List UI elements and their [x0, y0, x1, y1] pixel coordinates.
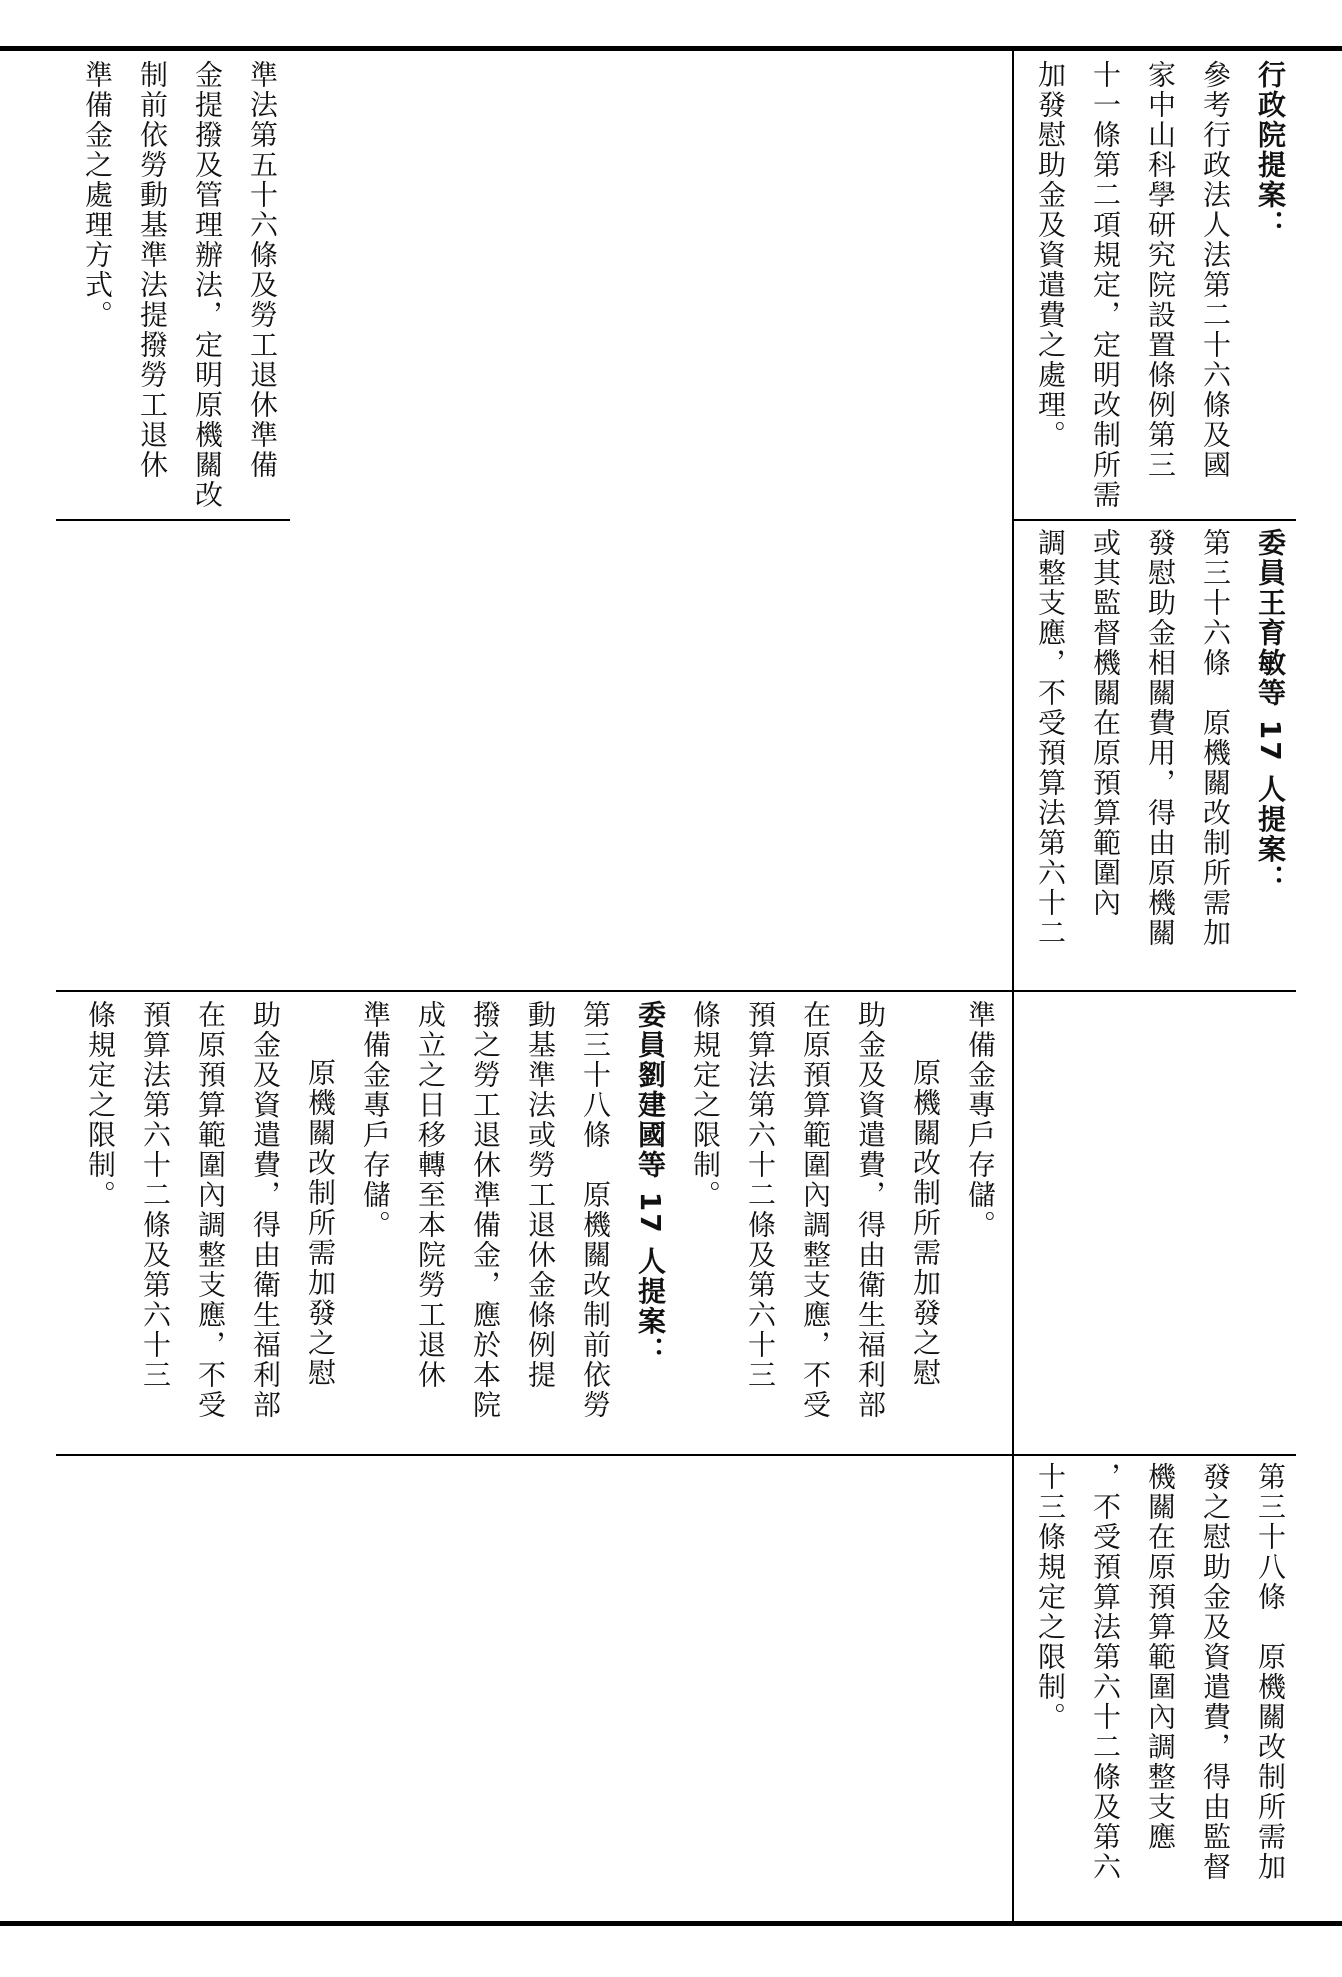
column-divider [1012, 51, 1014, 1921]
text-line: 調整支應，不受預算法第六十二 [1034, 528, 1067, 948]
text-line: 發慰助金相關費用，得由原機關 [1144, 528, 1177, 948]
text-line: 十三條規定之限制。 [1034, 1462, 1067, 1732]
text-line: 條規定之限制。 [84, 1000, 117, 1210]
text-line: 十一條第二項規定，定明改制所需 [1089, 60, 1122, 510]
bottom-rule [0, 1921, 1342, 1926]
text-line: 在原預算範圍內調整支應，不受 [194, 1000, 227, 1420]
text-line: 條規定之限制。 [689, 1000, 722, 1210]
text-line: 準備金之處理方式。 [81, 60, 114, 330]
cell-liu-jianguo-proposal [58, 1000, 1008, 1445]
text-line: 準備金專戶存儲。 [964, 1000, 997, 1240]
text-line: 準法第五十六條及勞工退休準備 [246, 60, 279, 480]
text-line: 原機關改制所需加發之慰 [909, 1058, 942, 1388]
text-line: 預算法第六十二條及第六十三 [139, 1000, 172, 1390]
text-line: 在原預算範圍內調整支應，不受 [799, 1000, 832, 1420]
text-line: 動基準法或勞工退休金條例提 [524, 1000, 557, 1390]
proposal-heading: 行政院提案： [1254, 60, 1287, 240]
row-divider [56, 990, 1296, 992]
text-line: 準備金專戶存儲。 [359, 1000, 392, 1240]
cell-wang-yumin-proposal [1018, 528, 1298, 983]
text-line: 第三十八條 原機關改制所需加 [1254, 1462, 1287, 1882]
row-divider [1012, 519, 1296, 521]
text-line: 成立之日移轉至本院勞工退休 [414, 1000, 447, 1390]
text-line: 家中山科學研究院設置條例第三 [1144, 60, 1177, 480]
text-line: 加發慰助金及資遣費之處理。 [1034, 60, 1067, 450]
text-line: ，不受預算法第六十二條及第六 [1089, 1462, 1122, 1882]
text-line: 機關在原預算範圍內調整支應 [1144, 1462, 1177, 1852]
proposal-heading: 委員劉建國等 17 人提案： [634, 1000, 667, 1367]
text-line: 參考行政法人法第二十六條及國 [1199, 60, 1232, 480]
text-line: 助金及資遣費，得由衛生福利部 [249, 1000, 282, 1420]
top-rule [0, 46, 1342, 51]
text-line: 撥之勞工退休準備金，應於本院 [469, 1000, 502, 1420]
proposal-heading: 委員王育敏等 17 人提案： [1254, 528, 1287, 895]
text-line: 制前依勞動基準法提撥勞工退休 [136, 60, 169, 480]
text-line: 發之慰助金及資遣費，得由監督 [1199, 1462, 1232, 1882]
row-divider [56, 1454, 1296, 1456]
cell-article-38 [1018, 1462, 1298, 1912]
text-line: 第三十六條 原機關改制所需加 [1199, 528, 1232, 948]
text-line: 助金及資遣費，得由衛生福利部 [854, 1000, 887, 1420]
text-line: 金提撥及管理辦法，定明原機關改 [191, 60, 224, 510]
text-line: 預算法第六十二條及第六十三 [744, 1000, 777, 1390]
text-line: 第三十八條 原機關改制前依勞 [579, 1000, 612, 1420]
row-divider [56, 519, 290, 521]
text-line: 原機關改制所需加發之慰 [304, 1058, 337, 1388]
cell-explanation-top [58, 60, 290, 510]
text-line: 或其監督機關在原預算範圍內 [1089, 528, 1122, 918]
cell-executive-yuan-proposal [1018, 60, 1298, 510]
